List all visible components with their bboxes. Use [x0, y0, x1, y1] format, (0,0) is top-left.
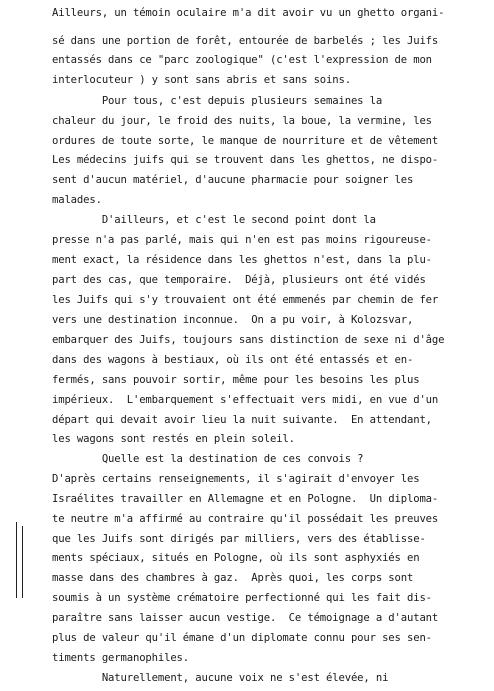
text-line: impérieux. L'embarquement s'effectuait vers midi, en vue d'un [52, 394, 439, 406]
margin-mark-line [22, 526, 23, 598]
text-line: Les médecins juifs qui se trouvent dans les ghettos, ne dispo- [52, 154, 439, 166]
margin-mark-line [16, 522, 17, 598]
text-line: départ qui devait avoir lieu la nuit suivante. En attendant, [52, 414, 432, 426]
text-line: Pour tous, c'est depuis plusieurs semaines la [52, 95, 383, 107]
text-line: D'ailleurs, et c'est le second point dont la [52, 214, 376, 226]
text-line: Quelle est la destination de ces convois ? [52, 453, 364, 465]
text-line: les wagons sont restés en plein soleil. [52, 433, 295, 445]
text-line: soumis à un système crématoire perfectionné qui les fait dis- [52, 592, 432, 604]
text-line: interlocuteur ) y sont sans abris et sans soins. [52, 74, 351, 86]
text-line: que les Juifs sont dirigés par milliers, vers des établisse- [52, 533, 426, 545]
text-line: dans des wagons à bestiaux, où ils ont été entassés et en- [52, 354, 414, 366]
text-line: presse n'a pas parlé, mais qui n'en est pas moins rigoureuse- [52, 234, 432, 246]
text-line: paraître sans laisser aucun vestige. Ce témoignage a d'autant [52, 612, 439, 624]
text-line: les Juifs qui s'y trouvaient ont été emmenés par chemin de fer [52, 294, 439, 306]
text-line: Israélites travailler en Allemagne et en Pologne. Un diploma- [52, 493, 439, 505]
text-line: entassés dans ce "parc zoologique" (c'est l'expression de mon [52, 54, 432, 66]
text-line: plus de valeur qu'il émane d'un diplomate connu pour ses sen- [52, 632, 432, 644]
text-line: masse dans des chambres à gaz. Après quoi, les corps sont [52, 572, 414, 584]
text-line: vers une destination inconnue. On a pu voir, à Kolozsvar, [52, 314, 414, 326]
text-line: D'après certains renseignements, il s'agirait d'envoyer les [52, 473, 420, 485]
text-line: ordures de toute sorte, le manque de nourriture et de vêtement [52, 135, 439, 147]
text-line: Naturellement, aucune voix ne s'est élevée, ni [52, 672, 389, 684]
margin-vertical-marks [14, 522, 26, 598]
text-line: ment exact, la résidence dans les ghettos n'est, dans la plu- [52, 254, 432, 266]
text-line: fermés, sans pouvoir sortir, même pour les besoins les plus [52, 374, 420, 386]
text-line: ments spéciaux, situés en Pologne, où ils sont asphyxiés en [52, 552, 420, 564]
text-line: embarquer des Juifs, toujours sans distinction de sexe ni d'âge [52, 334, 445, 346]
text-line: malades. [52, 194, 102, 206]
text-line: te neutre m'a affirmé au contraire qu'il possédait les preuves [52, 513, 439, 525]
text-line: chaleur du jour, le froid des nuits, la boue, la vermine, les [52, 115, 432, 127]
text-line: part des cas, que temporaire. Déjà, plusieurs ont été vidés [52, 274, 426, 286]
text-line: sé dans une portion de forêt, entourée de barbelés ; les Juifs [52, 35, 439, 47]
text-line: Ailleurs, un témoin oculaire m'a dit avoir vu un ghetto organi- [52, 7, 445, 19]
text-line: sent d'aucun matériel, d'aucune pharmacie pour soigner les [52, 174, 414, 186]
text-line: timents germanophiles. [52, 652, 190, 664]
